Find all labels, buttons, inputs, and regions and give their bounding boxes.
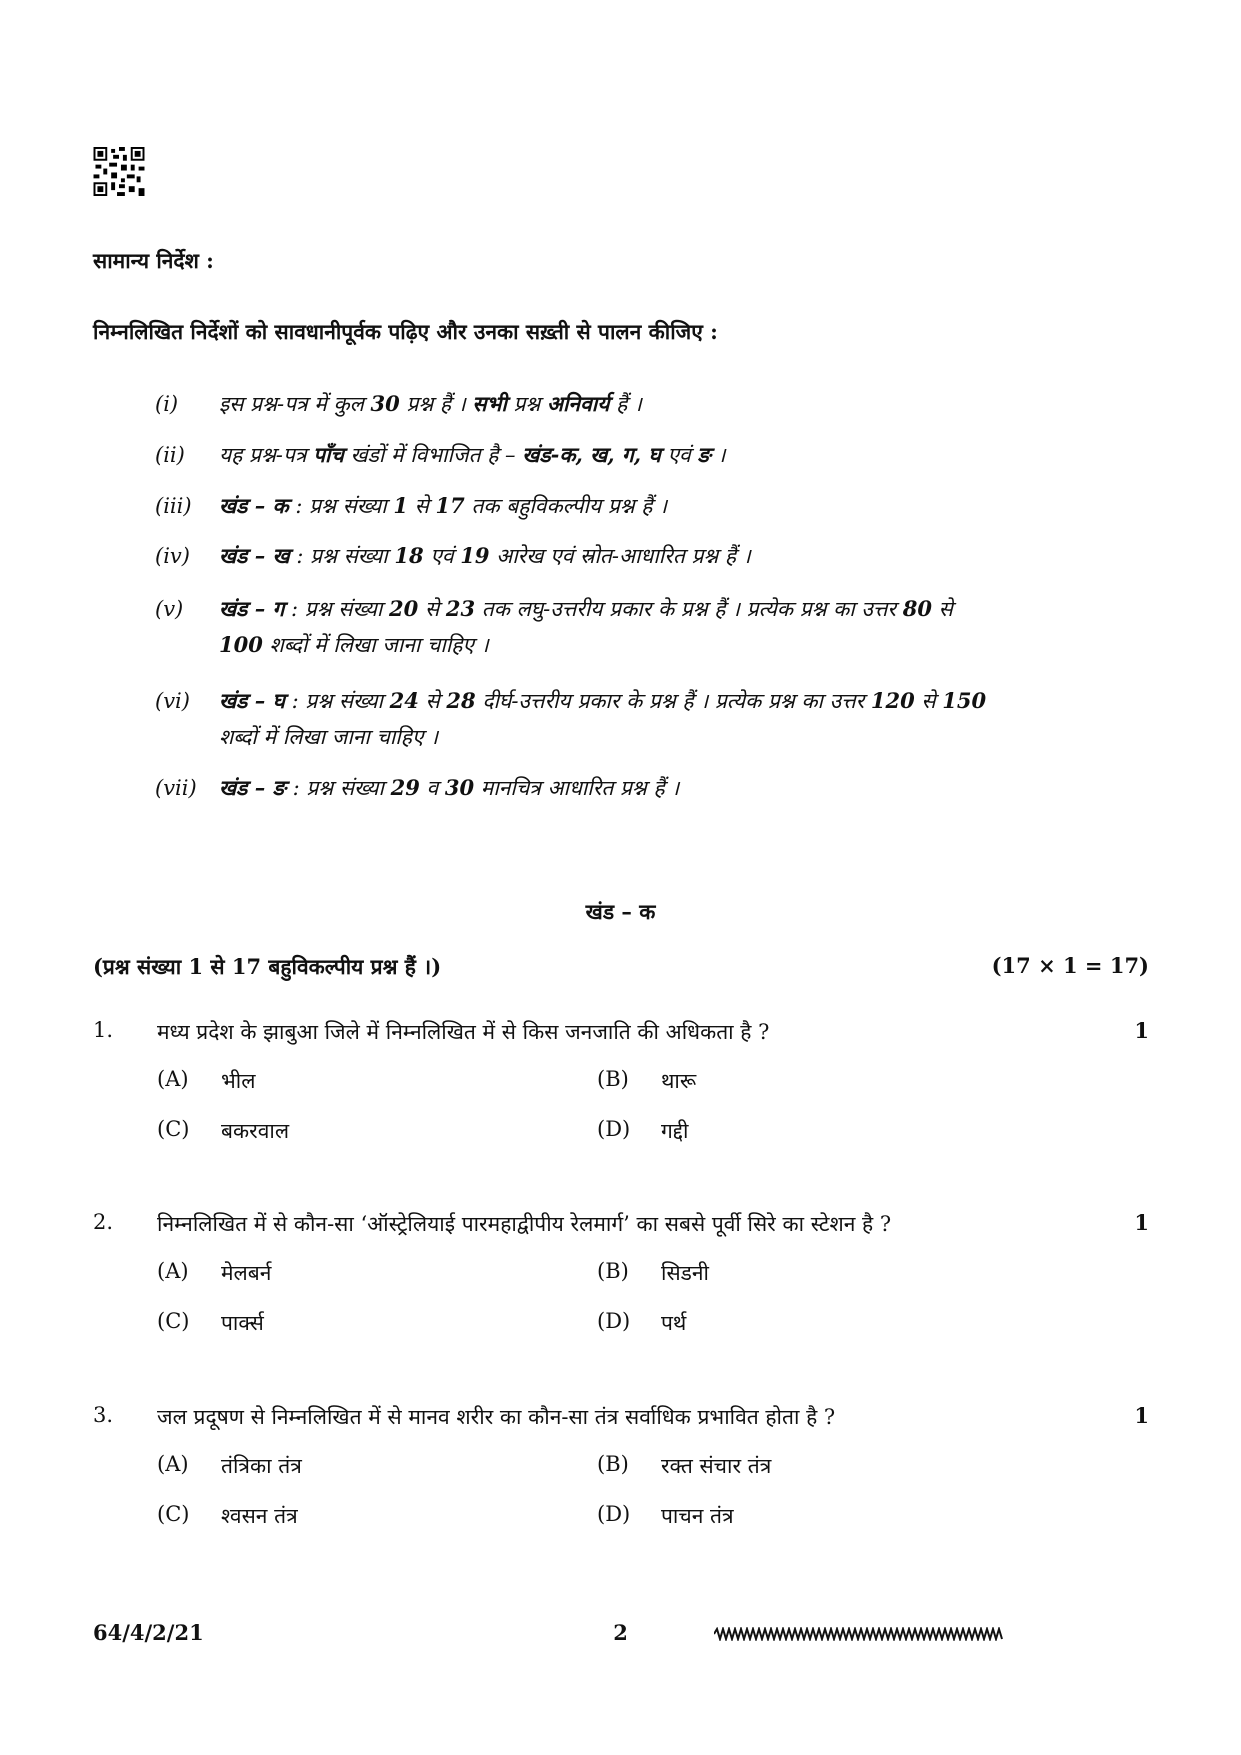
option-label: (D) bbox=[597, 1502, 631, 1526]
option-text: श्वसन तंत्र bbox=[221, 1504, 298, 1528]
section-marks: (17 × 1 = 17) bbox=[991, 953, 1149, 978]
instruction-number: (vi) bbox=[155, 689, 190, 713]
option-text: रक्त संचार तंत्र bbox=[661, 1454, 772, 1478]
instruction-text: खंड – क : प्रश्न संख्या 1 से 17 तक बहुविकल्पीय प्रश्न हैं । bbox=[219, 493, 668, 518]
option-text: गद्दी bbox=[661, 1119, 689, 1143]
option-text: बकरवाल bbox=[221, 1119, 290, 1143]
option-label: (B) bbox=[597, 1067, 629, 1091]
instruction-text: यह प्रश्न-पत्र पाँच खंडों में विभाजित है – खंड-क, ख, ग, घ एवं ङ । bbox=[219, 442, 726, 467]
option-text: सिडनी bbox=[661, 1261, 709, 1285]
question-marks: 1 bbox=[1134, 1210, 1149, 1235]
paper-code: 64/4/2/21 bbox=[93, 1620, 204, 1645]
general-instructions-heading: सामान्य निर्देश : bbox=[93, 248, 214, 273]
option-label: (C) bbox=[157, 1309, 190, 1333]
instruction-number: (ii) bbox=[155, 443, 185, 467]
question-marks: 1 bbox=[1134, 1018, 1149, 1043]
instruction-text: इस प्रश्न-पत्र में कुल 30 प्रश्न हैं । सभी प्रश्न अनिवार्य हैं । bbox=[219, 391, 642, 416]
option-label: (A) bbox=[157, 1452, 189, 1476]
instruction-number: (iii) bbox=[155, 494, 192, 518]
instruction-text: खंड – घ : प्रश्न संख्या 24 से 28 दीर्घ-उत्तरीय प्रकार के प्रश्न हैं । प्रत्येक प्रश्न का उत्तर 120 से 150 शब्दों में लिखा जाना चाहिए । bbox=[219, 688, 987, 749]
instruction-number: (iv) bbox=[155, 544, 190, 568]
question-number: 2. bbox=[93, 1210, 114, 1234]
qr-code-icon bbox=[93, 147, 145, 196]
option-label: (B) bbox=[597, 1259, 629, 1283]
instruction-text: खंड – ग : प्रश्न संख्या 20 से 23 तक लघु-उत्तरीय प्रकार के प्रश्न हैं । प्रत्येक प्रश्न का उत्तर 80 से 100 शब्दों में लिखा जाना चाहिए । bbox=[219, 596, 953, 657]
wavy-line-decoration bbox=[714, 1627, 1004, 1641]
section-title: खंड – क bbox=[585, 899, 656, 924]
section-subtitle: (प्रश्न संख्या 1 से 17 बहुविकल्पीय प्रश्न हैं ।) bbox=[93, 954, 442, 979]
option-text: थारू bbox=[661, 1069, 697, 1093]
question-text: मध्य प्रदेश के झाबुआ जिले में निम्नलिखित में से किस जनजाति की अधिकता है ? bbox=[157, 1020, 770, 1044]
option-label: (D) bbox=[597, 1117, 631, 1141]
instruction-number: (i) bbox=[155, 392, 179, 416]
option-label: (A) bbox=[157, 1067, 189, 1091]
option-text: मेलबर्न bbox=[221, 1261, 272, 1285]
option-label: (C) bbox=[157, 1502, 190, 1526]
option-label: (C) bbox=[157, 1117, 190, 1141]
question-number: 3. bbox=[93, 1403, 114, 1427]
option-label: (B) bbox=[597, 1452, 629, 1476]
instruction-number: (vii) bbox=[155, 776, 197, 800]
question-marks: 1 bbox=[1134, 1403, 1149, 1428]
instruction-number: (v) bbox=[155, 597, 184, 621]
option-text: पार्क्स bbox=[221, 1311, 264, 1335]
instruction-text: खंड – ङ : प्रश्न संख्या 29 व 30 मानचित्र आधारित प्रश्न हैं । bbox=[219, 775, 680, 800]
question-text: निम्नलिखित में से कौन-सा ‘ऑस्ट्रेलियाई पारमहाद्वीपीय रेलमार्ग’ का सबसे पूर्वी सिरे का स्टेशन है ? bbox=[157, 1212, 892, 1236]
option-text: भील bbox=[221, 1069, 256, 1093]
question-text: जल प्रदूषण से निम्नलिखित में से मानव शरीर का कौन-सा तंत्र सर्वाधिक प्रभावित होता है ? bbox=[157, 1405, 836, 1429]
read-carefully-heading: निम्नलिखित निर्देशों को सावधानीपूर्वक पढ़िए और उनका सख़्ती से पालन कीजिए : bbox=[93, 319, 718, 344]
option-text: पाचन तंत्र bbox=[661, 1504, 734, 1528]
option-text: पर्थ bbox=[661, 1311, 687, 1335]
option-text: तंत्रिका तंत्र bbox=[221, 1454, 302, 1478]
option-label: (D) bbox=[597, 1309, 631, 1333]
question-number: 1. bbox=[93, 1018, 114, 1042]
page-number: 2 bbox=[613, 1620, 628, 1645]
option-label: (A) bbox=[157, 1259, 189, 1283]
instruction-text: खंड – ख : प्रश्न संख्या 18 एवं 19 आरेख एवं स्रोत-आधारित प्रश्न हैं । bbox=[219, 543, 751, 568]
